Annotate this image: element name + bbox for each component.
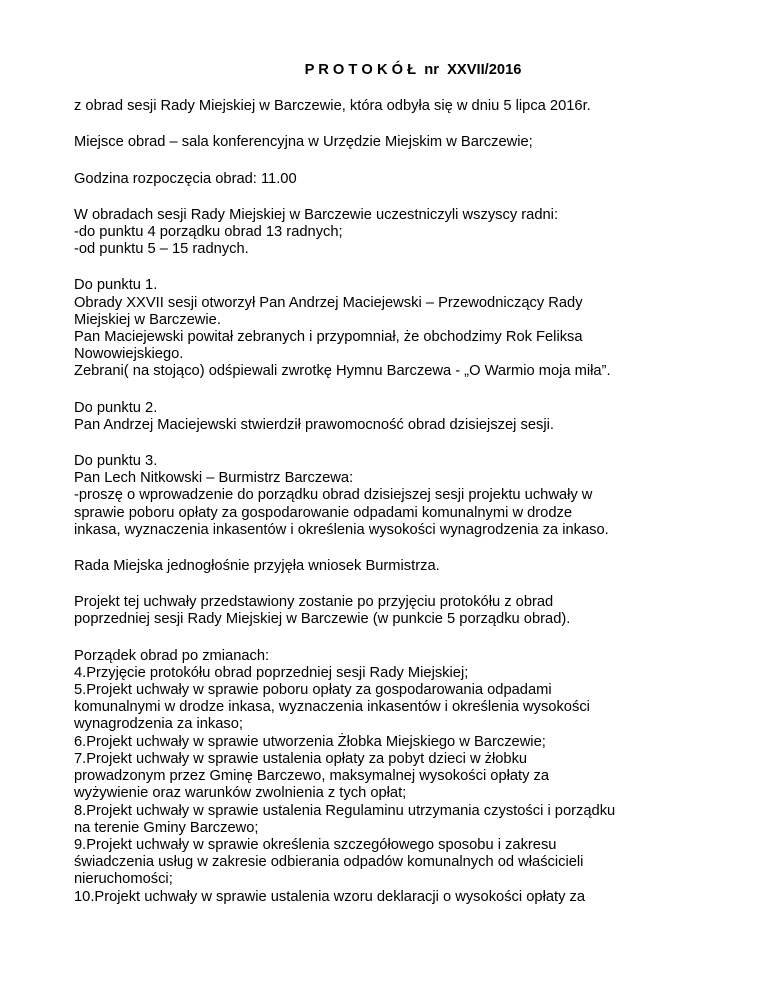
text-line: inkasa, wyznaczenia inkasentów i określenia wysokości wynagrodzenia za inkaso. bbox=[74, 521, 609, 538]
paragraph bbox=[74, 171, 728, 188]
text-line: Do punktu 2. bbox=[74, 399, 158, 416]
text-line: 10.Projekt uchwały w sprawie ustalenia wzoru deklaracji o wysokości opłaty za bbox=[74, 888, 586, 905]
document-body bbox=[74, 98, 728, 906]
text-line: prowadzonym przez Gminę Barczewo, maksymalnej wysokości opłaty za bbox=[74, 768, 550, 785]
text-line: Godzina rozpoczęcia obrad: 11.00 bbox=[74, 170, 297, 187]
text-line: Nowowiejskiego. bbox=[74, 346, 184, 363]
text-line: W obradach sesji Rady Miejskiej w Barczewie uczestniczyli wszyscy radni: bbox=[74, 206, 559, 223]
paragraph bbox=[74, 134, 728, 151]
text-line: sprawie poboru opłaty za gospodarowanie odpadami komunalnymi w drodze bbox=[74, 504, 573, 521]
text-line: 7.Projekt uchwały w sprawie ustalenia opłaty za pobyt dzieci w żłobku bbox=[74, 750, 528, 767]
paragraph bbox=[74, 648, 728, 906]
text-line: wynagrodzenia za inkaso; bbox=[74, 716, 244, 733]
text-line: 4.Przyjęcie protokółu obrad poprzedniej sesji Rady Miejskiej; bbox=[74, 664, 469, 681]
text-line: Pan Andrzej Maciejewski stwierdził prawomocność obrad dzisiejszej sesji. bbox=[74, 416, 554, 433]
text-line: 9.Projekt uchwały w sprawie określenia szczegółowego sposobu i zakresu bbox=[74, 836, 557, 853]
text-line: Pan Lech Nitkowski – Burmistrz Barczewa: bbox=[74, 470, 354, 487]
text-line: -proszę o wprowadzenie do porządku obrad dzisiejszej sesji projektu uchwały w bbox=[74, 487, 593, 504]
text-line: komunalnymi w drodze inkasa, wyznaczenia inkasentów i określenia wysokości bbox=[74, 699, 590, 716]
text-line: Projekt tej uchwały przedstawiony zostanie po przyjęciu protokółu z obrad bbox=[74, 594, 554, 611]
text-line: -od punktu 5 – 15 radnych. bbox=[74, 241, 249, 258]
text-line: -do punktu 4 porządku obrad 13 radnych; bbox=[74, 224, 343, 241]
paragraph bbox=[74, 453, 728, 539]
text-line: Porządek obrad po zmianach: bbox=[74, 647, 270, 664]
text-line: Rada Miejska jednogłośnie przyjęła wniosek Burmistrza. bbox=[74, 558, 440, 575]
page-title: P R O T O K Ó Ł nr XXVII/2016 bbox=[304, 62, 522, 78]
paragraph bbox=[74, 400, 728, 434]
text-line: Do punktu 3. bbox=[74, 453, 158, 470]
text-line: nieruchomości; bbox=[74, 871, 173, 888]
text-line: 5.Projekt uchwały w sprawie poboru opłaty za gospodarowania odpadami bbox=[74, 682, 552, 699]
paragraph bbox=[74, 207, 728, 259]
text-line: z obrad sesji Rady Miejskiej w Barczewie, która odbyła się w dniu 5 lipca 2016r. bbox=[74, 98, 591, 115]
text-line: na terenie Gminy Barczewo; bbox=[74, 819, 259, 836]
paragraph bbox=[74, 277, 728, 380]
paragraph bbox=[74, 558, 728, 575]
text-line: Miejsce obrad – sala konferencyjna w Urzędzie Miejskim w Barczewie; bbox=[74, 134, 533, 151]
paragraph bbox=[74, 98, 728, 115]
text-line: świadczenia usług w zakresie odbierania odpadów komunalnych od właścicieli bbox=[74, 854, 584, 871]
text-line: Do punktu 1. bbox=[74, 277, 158, 294]
text-line: poprzedniej sesji Rady Miejskiej w Barczewie (w punkcie 5 porządku obrad). bbox=[74, 611, 571, 628]
text-line: 8.Projekt uchwały w sprawie ustalenia Regulaminu utrzymania czystości i porządku bbox=[74, 802, 616, 819]
text-line: Pan Maciejewski powitał zebranych i przypomniał, że obchodzimy Rok Feliksa bbox=[74, 329, 583, 346]
text-line: Zebrani( na stojąco) odśpiewali zwrotkę Hymnu Barczewa - „O Warmio moja miła”. bbox=[74, 363, 611, 380]
text-line: wyżywienie oraz warunków zwolnienia z tych opłat; bbox=[74, 785, 407, 802]
text-line: Miejskiej w Barczewie. bbox=[74, 311, 221, 328]
text-line: 6.Projekt uchwały w sprawie utworzenia Żłobka Miejskiego w Barczewie; bbox=[74, 733, 546, 750]
paragraph bbox=[74, 594, 728, 628]
text-line: Obrady XXVII sesji otworzył Pan Andrzej Maciejewski – Przewodniczący Rady bbox=[74, 294, 583, 311]
